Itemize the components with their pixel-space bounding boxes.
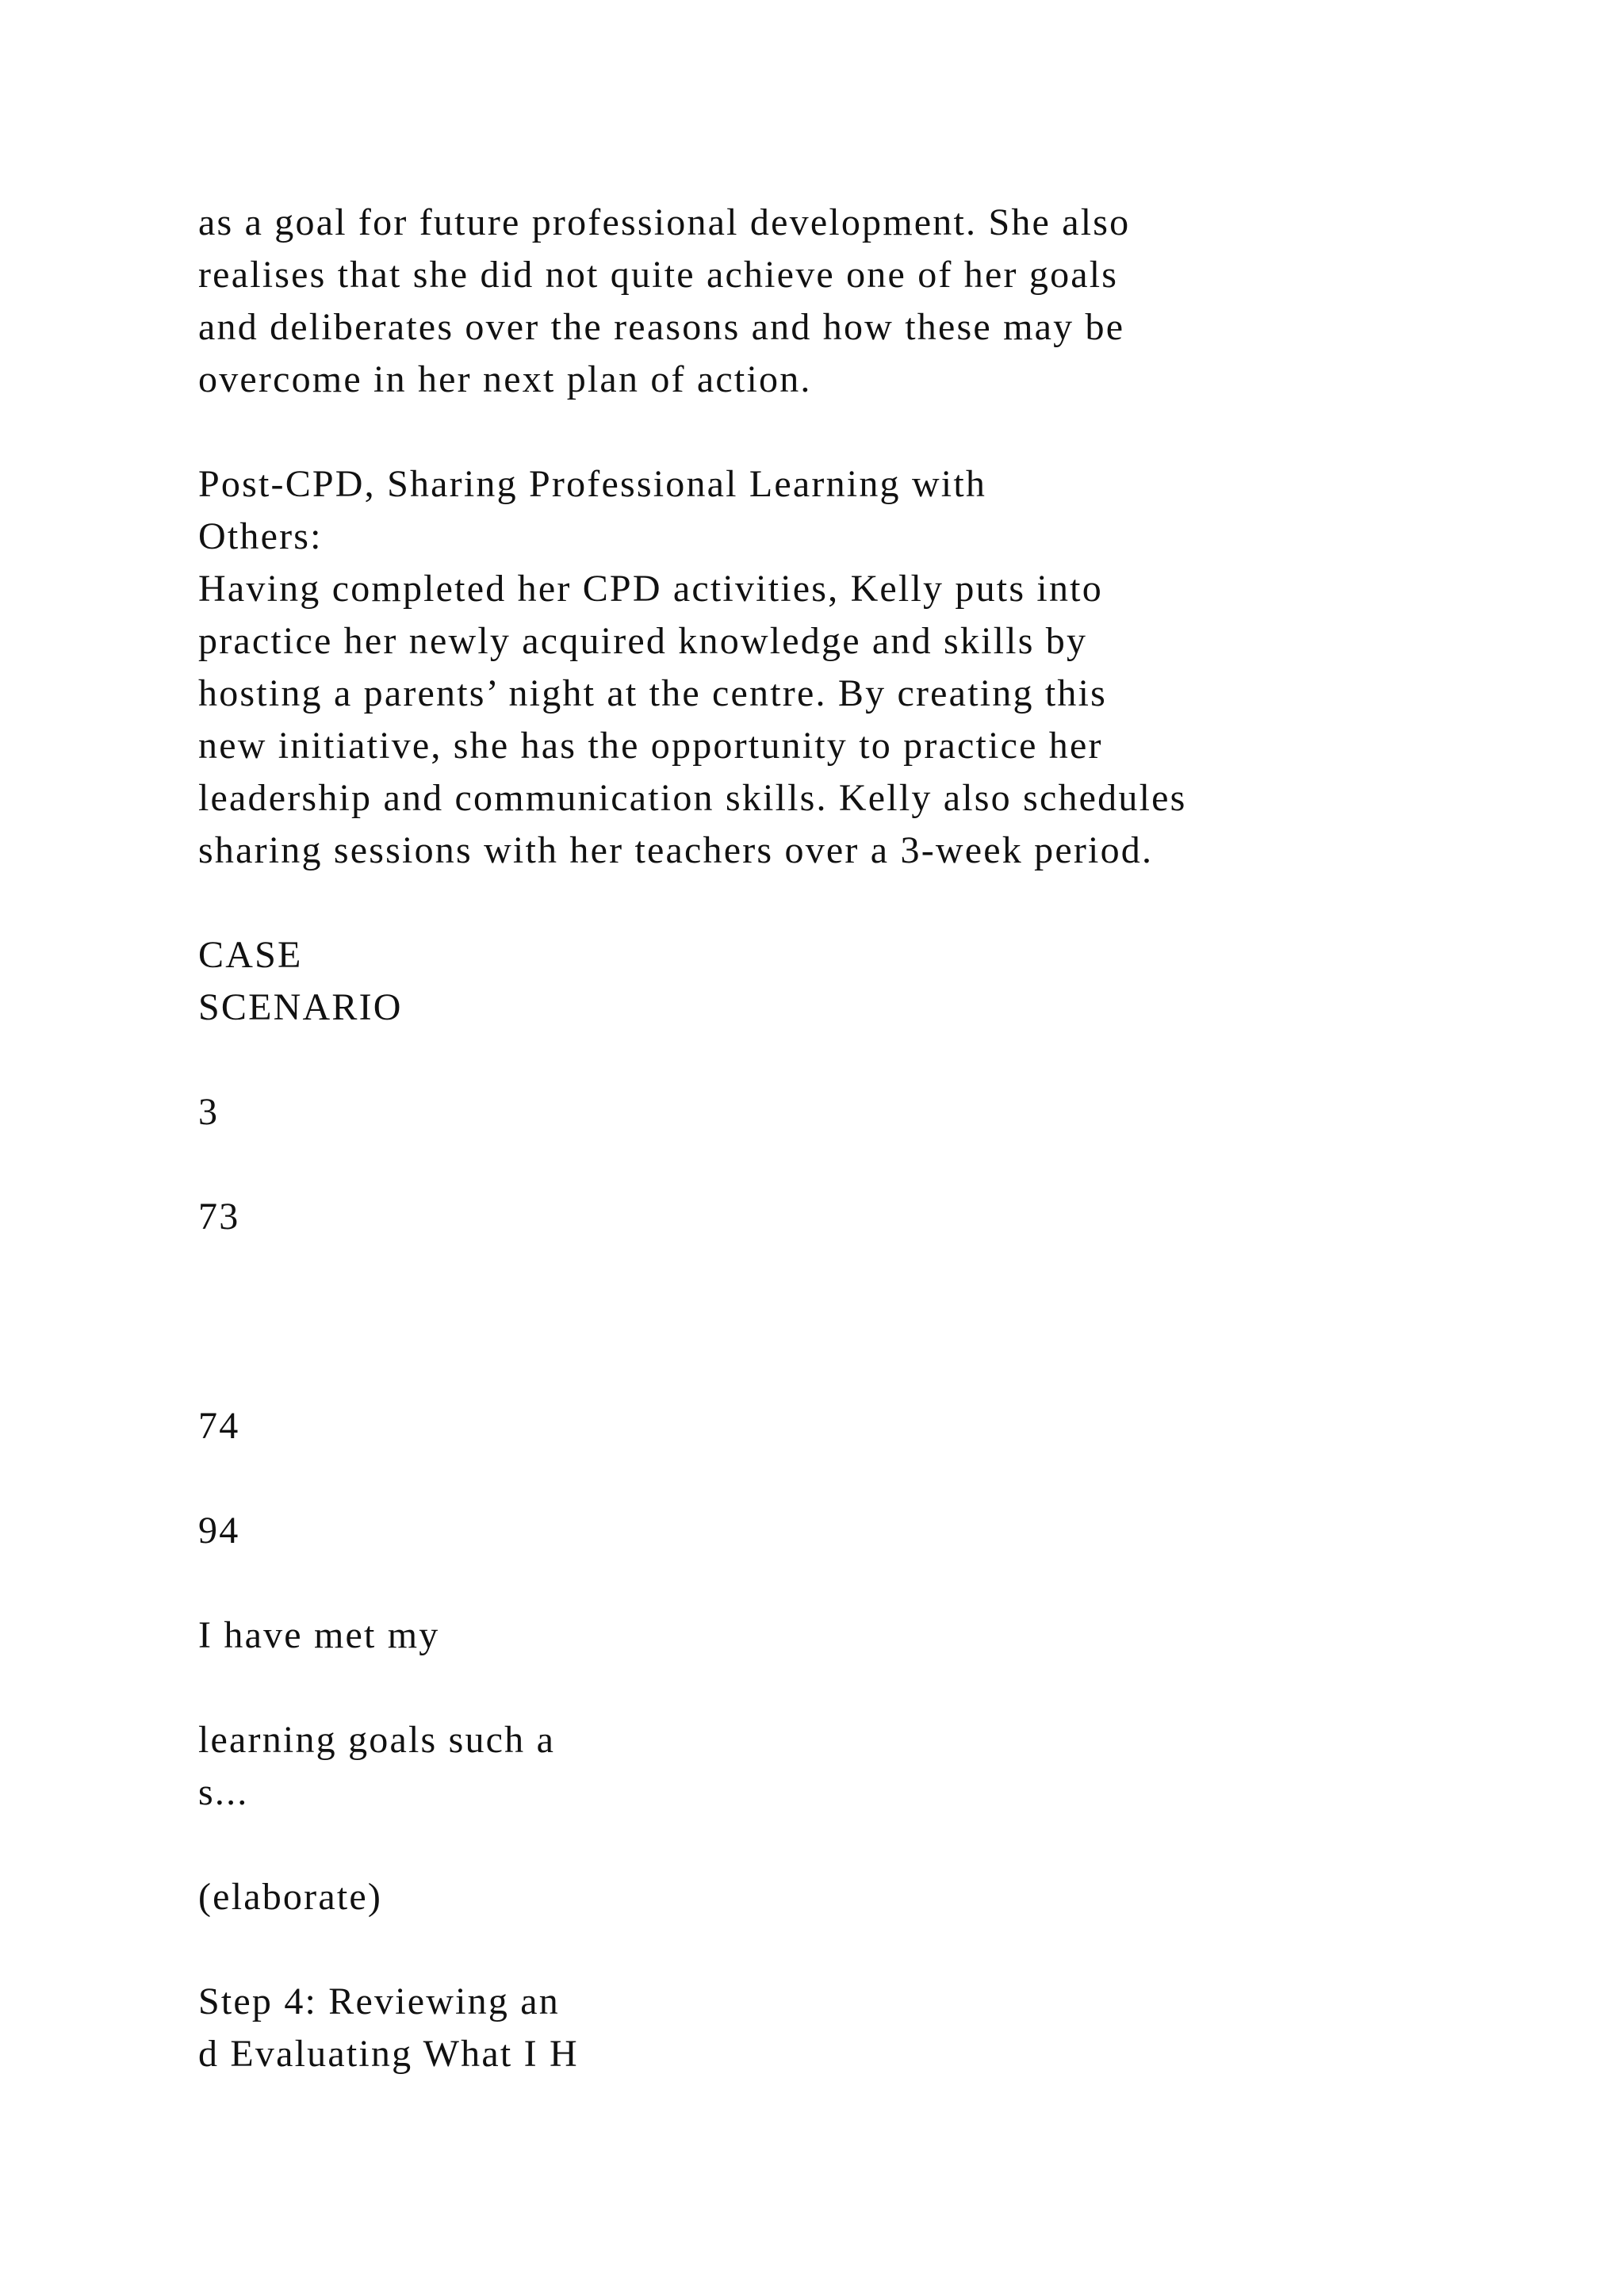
section-heading: Others: bbox=[198, 515, 323, 557]
step-heading: d Evaluating What I H bbox=[198, 2033, 579, 2075]
paragraph-line: realises that she did not quite achieve one of her goals bbox=[198, 254, 1119, 296]
paragraph-line: sharing sessions with her teachers over a 3-week period. bbox=[198, 829, 1154, 871]
paragraph-line: as a goal for future professional development. She also bbox=[198, 201, 1131, 243]
paragraph-line: leadership and communication skills. Kelly also schedules bbox=[198, 777, 1187, 819]
elaborate-text: (elaborate) bbox=[198, 1876, 383, 1918]
paragraph-line: and deliberates over the reasons and how these may be bbox=[198, 306, 1125, 348]
paragraph-line: Having completed her CPD activities, Kelly puts into bbox=[198, 568, 1103, 610]
page-number: 73 bbox=[198, 1196, 240, 1238]
step-heading: Step 4: Reviewing an bbox=[198, 1980, 560, 2022]
page-number: 3 bbox=[198, 1091, 220, 1133]
paragraph-line: new initiative, she has the opportunity to practice her bbox=[198, 725, 1103, 767]
learning-goals-text: learning goals such a bbox=[198, 1719, 556, 1761]
paragraph-line: hosting a parents’ night at the centre. By creating this bbox=[198, 672, 1108, 714]
section-heading: Post-CPD, Sharing Professional Learning with bbox=[198, 463, 987, 505]
paragraph-line: overcome in her next plan of action. bbox=[198, 358, 812, 400]
learning-goals-text: I have met my bbox=[198, 1614, 440, 1656]
page-number: 74 bbox=[198, 1405, 240, 1447]
case-label: CASE bbox=[198, 934, 303, 976]
case-label: SCENARIO bbox=[198, 986, 403, 1028]
page-number: 94 bbox=[198, 1510, 240, 1552]
learning-goals-text: s... bbox=[198, 1771, 249, 1813]
paragraph-line: practice her newly acquired knowledge and skills by bbox=[198, 620, 1088, 662]
